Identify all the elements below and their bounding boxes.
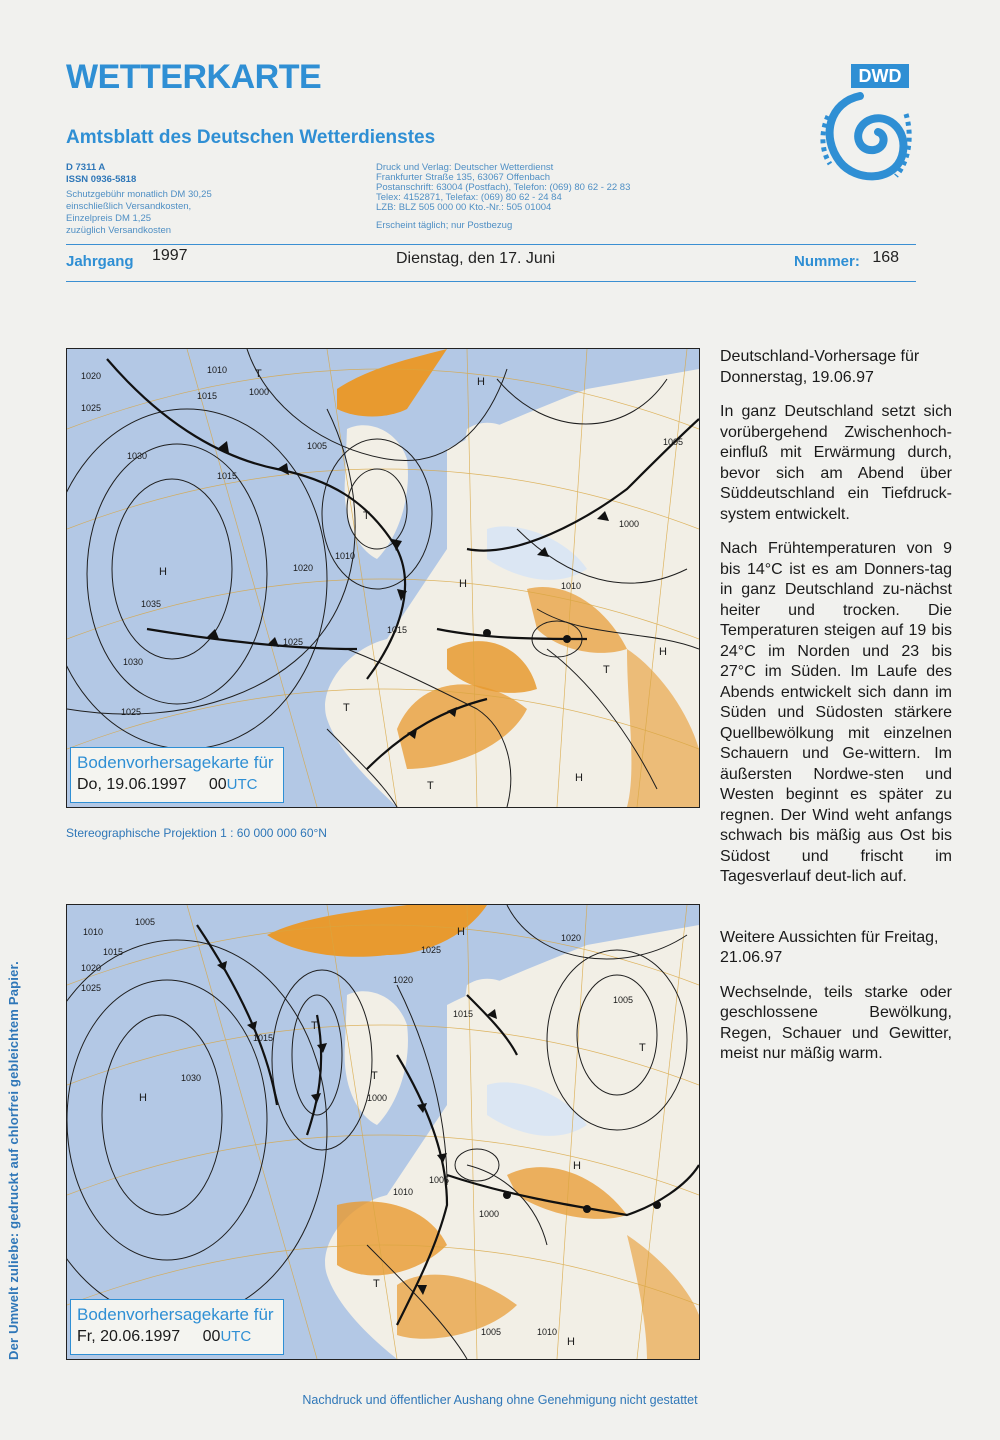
issue-date: Dienstag, den 17. Juni bbox=[396, 250, 556, 267]
low-pressure-label: T bbox=[373, 1278, 380, 1290]
isobar-label: 1020 bbox=[561, 933, 582, 943]
low-pressure-label: T bbox=[603, 664, 610, 676]
isobar-label: 1025 bbox=[81, 403, 102, 413]
high-pressure-label: H bbox=[573, 1160, 581, 1172]
isobar-label: 1005 bbox=[135, 917, 156, 927]
map-1-caption bbox=[70, 747, 284, 803]
isobar-label: 1015 bbox=[103, 947, 124, 957]
map-caption-date: Fr, 20.06.1997 bbox=[77, 1328, 181, 1345]
forecast-column bbox=[720, 347, 952, 1079]
isobar-label: 1035 bbox=[141, 599, 162, 609]
map-caption-title: Bodenvorhersagekarte für bbox=[77, 753, 274, 772]
footer-note: Nachdruck und öffentlicher Aushang ohne Genehmigung nicht gestattet bbox=[302, 1393, 698, 1407]
projection-note: Stereographische Projektion 1 : 60 000 000 60°N bbox=[66, 826, 327, 840]
masthead-title: WETTERKARTE bbox=[66, 58, 322, 96]
low-pressure-label: T bbox=[255, 368, 262, 380]
low-pressure-label: T bbox=[427, 780, 434, 792]
left-info-line: D 7311 A bbox=[66, 162, 106, 173]
swirl-icon bbox=[816, 64, 912, 190]
publisher-line: Postanschrift: 63004 (Postfach), Telefon: (069) 80 62 - 22 83 bbox=[376, 182, 631, 193]
nummer-label: Nummer: bbox=[794, 253, 860, 270]
isobar-label: 1030 bbox=[127, 451, 148, 461]
isobar-label: 1005 bbox=[663, 437, 684, 447]
weather-map-2 bbox=[66, 904, 700, 1360]
jahrgang-label: Jahrgang bbox=[66, 253, 134, 270]
isobar-label: 1005 bbox=[481, 1327, 502, 1337]
dwd-logo-text: DWD bbox=[851, 64, 909, 88]
isobar-label: 1015 bbox=[253, 1033, 274, 1043]
high-pressure-label: H bbox=[567, 1336, 575, 1348]
forecast-paragraph: Wechselnde, teils starke oder geschlossene Bewölkung, Regen, Schauer und Gewitter, meist nur mäßig warm. bbox=[720, 983, 952, 1062]
isobar-label: 1010 bbox=[393, 1187, 414, 1197]
isobar-label: 1025 bbox=[421, 945, 442, 955]
publisher-info bbox=[376, 163, 756, 231]
low-pressure-label: T bbox=[311, 1020, 318, 1032]
high-pressure-label: H bbox=[459, 578, 467, 590]
publisher-note: Erscheint täglich; nur Postbezug bbox=[376, 220, 513, 231]
map-caption-hour: 00 bbox=[208, 776, 227, 793]
publisher-line: Telex: 4152871, Telefax: (069) 80 62 - 24 84 bbox=[376, 192, 562, 203]
isobar-label: 1020 bbox=[81, 371, 102, 381]
isobar-label: 1025 bbox=[81, 983, 102, 993]
high-pressure-label: H bbox=[159, 566, 167, 578]
isobar-label: 1020 bbox=[81, 963, 102, 973]
weather-map-2-graphic bbox=[67, 905, 699, 1359]
publisher-line: LZB: BLZ 505 000 00 Kto.-Nr.: 505 01004 bbox=[376, 202, 552, 213]
left-info-line: einschließlich Versandkosten, bbox=[66, 201, 192, 212]
publisher-line: Druck und Verlag: Deutscher Wetterdienst bbox=[376, 162, 554, 173]
isobar-label: 1000 bbox=[367, 1093, 388, 1103]
weather-map-1 bbox=[66, 348, 700, 808]
side-note: Der Umwelt zuliebe: gedruckt auf chlorfrei gebleichtem Papier. bbox=[6, 961, 21, 1360]
isobar-label: 1025 bbox=[283, 637, 304, 647]
map-caption-utc: UTC bbox=[220, 1328, 252, 1345]
isobar-label: 1000 bbox=[619, 519, 640, 529]
isobar-label: 1030 bbox=[181, 1073, 202, 1083]
map-caption-date: Do, 19.06.1997 bbox=[77, 776, 187, 793]
isobar-label: 1015 bbox=[453, 1009, 474, 1019]
isobar-label: 1020 bbox=[293, 563, 314, 573]
low-pressure-label: T bbox=[371, 1070, 378, 1082]
isobar-label: 1010 bbox=[207, 365, 228, 375]
forecast-heading-1: Deutschland-Vorhersage für Donnerstag, 19.06.97 bbox=[720, 348, 920, 386]
forecast-heading-2: Weitere Aussichten für Freitag, 21.06.97 bbox=[720, 928, 939, 966]
isobar-label: 1010 bbox=[561, 581, 582, 591]
isobar-label: 1000 bbox=[249, 387, 270, 397]
left-info-line: ISSN 0936-5818 bbox=[66, 174, 137, 185]
left-info bbox=[66, 162, 326, 237]
forecast-paragraph: In ganz Deutschland setzt sich vorübergehend Zwischenhoch-einfluß mit Erwärmung durch, bevor sich am Abend über Süddeutschland ein Tiefdruck-system entwickelt. bbox=[720, 403, 952, 523]
high-pressure-label: H bbox=[659, 646, 667, 658]
header-rule-bottom bbox=[66, 281, 916, 282]
isobar-label: 1010 bbox=[537, 1327, 558, 1337]
isobar-label: 1015 bbox=[197, 391, 218, 401]
jahrgang-value: 1997 bbox=[151, 247, 188, 264]
high-pressure-label: H bbox=[477, 376, 485, 388]
nummer-value: 168 bbox=[872, 249, 900, 266]
weather-map-1-graphic bbox=[67, 349, 699, 807]
masthead-subtitle: Amtsblatt des Deutschen Wetterdienstes bbox=[66, 127, 436, 148]
high-pressure-label: H bbox=[457, 926, 465, 938]
isobar-label: 1010 bbox=[83, 927, 104, 937]
isobar-label: 1000 bbox=[479, 1209, 500, 1219]
isobar-label: 1020 bbox=[393, 975, 414, 985]
map-2-caption bbox=[70, 1299, 284, 1355]
left-info-line: Schutzgebühr monatlich DM 30,25 bbox=[66, 189, 212, 200]
forecast-paragraph: Nach Frühtemperaturen von 9 bis 14°C ist es am Donners-tag in ganz Deutschland zu-nächst heiter und trocken. Die Temperaturen steigen auf 19 bis 24°C im Norden und 23 bis 27°C im Süden. Im Laufe des Abends entwickelt sich dann im Süden und Südosten stärkere Quellbewölkung mit einzelnen Schauern und Ge-wittern. Im äußersten Nordwe-sten und Westen beginnt es später zu regnen. Der Wind weht anfangs schwach bis mäßig aus Ost bis Südost und frischt im Tagesverlauf deut-lich auf. bbox=[720, 540, 952, 885]
isobar-label: 1030 bbox=[123, 657, 144, 667]
isobar-label: 1005 bbox=[429, 1175, 450, 1185]
publisher-line: Frankfurter Straße 135, 63067 Offenbach bbox=[376, 172, 551, 183]
isobar-label: 1005 bbox=[613, 995, 634, 1005]
high-pressure-label: H bbox=[575, 772, 583, 784]
map-caption-hour: 00 bbox=[202, 1328, 221, 1345]
isobar-label: 1015 bbox=[217, 471, 238, 481]
left-info-line: zuzüglich Versandkosten bbox=[66, 225, 172, 236]
isobar-label: 1015 bbox=[387, 625, 408, 635]
map-caption-title: Bodenvorhersagekarte für bbox=[77, 1305, 274, 1324]
nummer bbox=[794, 249, 900, 271]
header-rule-top bbox=[66, 244, 916, 245]
high-pressure-label: H bbox=[139, 1092, 147, 1104]
isobar-label: 1025 bbox=[121, 707, 142, 717]
map-caption-utc: UTC bbox=[226, 776, 258, 793]
isobar-label: 1005 bbox=[307, 441, 328, 451]
dwd-logo bbox=[816, 64, 912, 190]
left-info-line: Einzelpreis DM 1,25 bbox=[66, 213, 152, 224]
low-pressure-label: T bbox=[363, 510, 370, 522]
low-pressure-label: T bbox=[343, 702, 350, 714]
low-pressure-label: T bbox=[639, 1042, 646, 1054]
isobar-label: 1010 bbox=[335, 551, 356, 561]
jahrgang bbox=[66, 247, 188, 271]
